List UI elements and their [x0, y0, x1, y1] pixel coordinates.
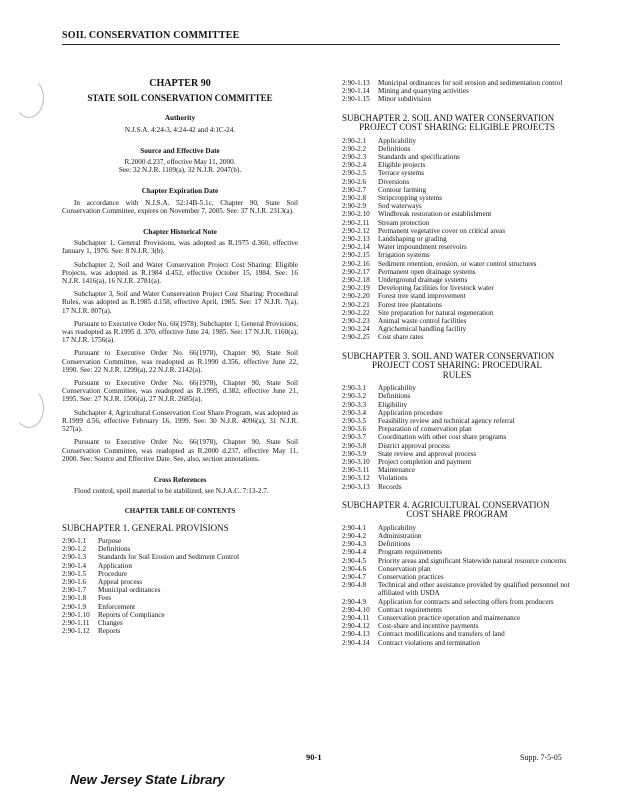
- section-title: Contract modifications and transfers of land: [378, 630, 505, 639]
- section-number: 2:90-1.10: [62, 610, 90, 619]
- toc-entry: [342, 292, 572, 300]
- section-number: 2:90-4.7: [342, 573, 367, 582]
- toc-entry: [342, 639, 572, 647]
- running-header: SOIL CONSERVATION COMMITTEE: [62, 30, 240, 41]
- toc-entry: [342, 433, 572, 441]
- section-title: Site preparation for natural regeneration: [378, 308, 494, 317]
- history-paragraph: Subchapter 4, Agricultural Conservation Cost Share Program, was adopted as R.1999 d.56, effective February 16, 1999. See: 30 N.J.R. 4096(a), 31 N.J.R. 527(a).: [62, 408, 298, 434]
- section-title: Windbreak restoration or establishment: [378, 210, 492, 219]
- section-title: Definitions: [378, 540, 411, 549]
- section-number: 2:90-1.6: [62, 578, 87, 587]
- section-title: Priority areas and significant Statewide natural resource concerns: [378, 556, 567, 565]
- section-title: Conservation plan: [378, 564, 431, 573]
- authority-text: N.J.S.A. 4:24-3, 4:24-42 and 4:1C-24.: [124, 125, 236, 134]
- subchapter-3-heading: [342, 352, 572, 381]
- section-number: 2:90-2.7: [342, 185, 367, 194]
- section-title: Application: [98, 561, 132, 570]
- toc-entry: [342, 87, 572, 95]
- section-title: Sediment retention, erosion, or water control structures: [378, 259, 537, 268]
- section-number: 2:90-4.2: [342, 532, 367, 541]
- toc-entry: [342, 194, 572, 202]
- toc-entry: [342, 243, 572, 251]
- toc-entry: [342, 573, 572, 581]
- toc-entry: [62, 553, 298, 561]
- section-number: 2:90-2.11: [342, 218, 370, 227]
- section-number: 2:90-2.18: [342, 276, 370, 285]
- toc-title: CHAPTER TABLE OF CONTENTS: [124, 507, 236, 516]
- section-title: Developing facilities for livestock water: [378, 284, 494, 293]
- section-title: Animal waste control facilities: [378, 317, 467, 326]
- toc-entry: [342, 210, 572, 218]
- section-number: 2:90-2.20: [342, 292, 370, 301]
- section-number: 2:90-3.5: [342, 417, 367, 425]
- section-title: Standards for Soil Erosion and Sediment Control: [98, 553, 239, 562]
- section-title: Maintenance: [378, 466, 416, 475]
- toc-entry: [342, 466, 572, 474]
- toc-entry: [342, 483, 572, 491]
- subchapter-4-list: [342, 524, 572, 647]
- section-title: Forest tree stand improvement: [378, 292, 466, 301]
- section-number: 2:90-3.11: [342, 466, 370, 475]
- section-number: 2:90-1.7: [62, 586, 87, 595]
- section-title: Contract requirements: [378, 605, 443, 614]
- source-heading: Source and Effective Date: [140, 146, 220, 155]
- section-number: 2:90-3.8: [342, 441, 367, 450]
- section-title: Applicability: [378, 136, 416, 145]
- section-title: Municipal ordinances: [98, 586, 161, 595]
- subchapter-4-heading: [342, 501, 572, 520]
- toc-entry: [342, 630, 572, 638]
- source-text: R.2000 d.237, effective May 11, 2000. See: 32 N.J.R. 1109(a), 32 N.J.R. 2047(b).: [118, 158, 242, 175]
- section-title: Project completion and payment: [378, 458, 472, 467]
- toc-entry: [342, 268, 572, 276]
- section-title: Program requirements: [378, 548, 443, 557]
- toc-entry: [342, 317, 572, 325]
- section-number: 2:90-1.13: [342, 79, 370, 87]
- toc-entry: [342, 301, 572, 309]
- section-title: Applicability: [378, 384, 416, 393]
- toc-entry: [62, 594, 298, 602]
- section-number: 2:90-2.3: [342, 153, 367, 162]
- toc-entry: [62, 619, 298, 627]
- section-number: 2:90-3.4: [342, 408, 367, 417]
- toc-entry: [342, 169, 572, 177]
- subchapter-1-list-continued: [342, 79, 572, 104]
- section-number: 2:90-4.6: [342, 564, 367, 573]
- section-number: 2:90-1.14: [342, 87, 370, 96]
- toc-entry: [62, 627, 298, 635]
- toc-entry: [342, 557, 572, 565]
- section-number: 2:90-1.12: [62, 627, 90, 636]
- punch-hole-mark: [14, 388, 44, 428]
- section-number: 2:90-2.21: [342, 300, 370, 309]
- section-title: Eligible projects: [378, 161, 426, 170]
- section-title: Reports: [98, 627, 121, 636]
- section-title: Eligibility: [378, 400, 408, 409]
- section-title: Definitions: [98, 545, 131, 554]
- section-title: Coordination with other cost share programs: [378, 433, 507, 442]
- section-number: 2:90-1.8: [62, 594, 87, 603]
- section-title: Permanent vegetative cover on critical areas: [378, 226, 506, 235]
- toc-entry: [342, 161, 572, 169]
- toc-entry: [342, 540, 572, 548]
- subchapter-3-heading-line: RULES: [442, 369, 472, 380]
- section-title: Violations: [378, 474, 408, 483]
- section-title: Standards and specifications: [378, 153, 460, 162]
- section-number: 2:90-3.1: [342, 384, 367, 393]
- section-number: 2:90-4.13: [342, 630, 370, 639]
- section-title: Forest tree plantations: [378, 300, 442, 309]
- section-title: Water impoundment reservoirs: [378, 243, 467, 252]
- toc-entry: [342, 145, 572, 153]
- cross-ref-heading: Cross References: [153, 475, 207, 484]
- library-stamp: New Jersey State Library: [70, 772, 225, 787]
- subchapter-3-heading-line: PROJECT COST SHARING: PROCEDURAL: [372, 360, 542, 371]
- history-paragraph: Pursuant to Executive Order No. 66(1978), Subchapter 1, General Provisions, was readopted as R.1995 d. 370, effective June 24, 1985. See: 17 N.J.R. 1160(a), 17 N.J.R. 1756(a).: [62, 319, 298, 345]
- history-paragraph: Subchapter 3, Soil and Water Conservation Project Cost Sharing: Procedural Rules, was adopted as R.1985 d.158, effective April, 1985. See: 17 N.J.R. 7(a), 17 N.J.R. 807(a).: [62, 290, 298, 315]
- section-title: Applicability: [378, 523, 416, 532]
- section-number: 2:90-1.4: [62, 561, 87, 570]
- history-paragraph: Subchapter 1, General Provisions, was adopted as R.1975 d.360, effective January 1, 1976. See: 8 N.J.R. 3(b).: [62, 239, 298, 256]
- section-number: 2:90-3.6: [342, 425, 367, 434]
- section-number: 2:90-2.16: [342, 259, 370, 268]
- history-paragraph: Pursuant to Executive Order No. 66(1978), Chapter 90, State Soil Conservation Committee, was readopted as R.1995, d.382, effective June 21, 1995. See: 27 N.J.R. 1506(a), 27 N.J.R. 2685(a).: [62, 379, 298, 404]
- left-column: [62, 80, 298, 635]
- history-paragraph: Pursuant to Executive Order No. 66(1978), Chapter 90, State Soil Conservation Committee, was readopted as R.1990 d.356, effective June 22, 1990. See: 22 N.J.R. 1299(a), 22 N.J.R. 2142(a).: [62, 349, 298, 374]
- toc-entry: [342, 309, 572, 317]
- section-number: 2:90-1.2: [62, 545, 87, 554]
- section-number: 2:90-2.15: [342, 251, 370, 260]
- section-number: 2:90-1.5: [62, 569, 87, 578]
- toc-entry: [342, 333, 572, 341]
- toc-entry: [342, 178, 572, 186]
- section-number: 2:90-2.2: [342, 144, 367, 153]
- toc-entry: [342, 325, 572, 333]
- chapter-number: CHAPTER 90: [149, 78, 211, 89]
- toc-entry: [62, 578, 298, 586]
- section-number: 2:90-3.10: [342, 458, 370, 467]
- toc-entry: [62, 562, 298, 570]
- history-heading: Chapter Historical Note: [143, 228, 217, 237]
- toc-entry: [342, 450, 572, 458]
- toc-entry: [62, 537, 298, 545]
- section-number: 2:90-4.12: [342, 622, 370, 631]
- section-number: 2:90-2.14: [342, 243, 370, 252]
- section-title: Stream protection: [378, 218, 430, 227]
- toc-entry: [342, 442, 572, 450]
- toc-entry: [62, 545, 298, 553]
- section-number: 2:90-4.11: [342, 614, 370, 623]
- toc-entry: [342, 417, 572, 425]
- section-number: 2:90-4.8: [342, 581, 367, 590]
- section-title: State review and approval process: [378, 449, 477, 458]
- subchapter-1-list: [62, 537, 298, 635]
- toc-entry: [342, 401, 572, 409]
- toc-entry: [342, 95, 572, 103]
- subchapter-2-heading: [342, 114, 572, 133]
- subchapter-1-heading: SUBCHAPTER 1. GENERAL PROVISIONS: [62, 522, 229, 533]
- chapter-title: STATE SOIL CONSERVATION COMMITTEE: [87, 93, 273, 104]
- section-number: 2:90-2.8: [342, 194, 367, 203]
- section-number: 2:90-2.17: [342, 267, 370, 276]
- section-number: 2:90-3.12: [342, 474, 370, 483]
- section-number: 2:90-2.13: [342, 235, 370, 244]
- toc-entry: [342, 79, 572, 87]
- section-number: 2:90-2.22: [342, 308, 370, 317]
- subchapter-4-heading-line: SUBCHAPTER 4. AGRICULTURAL CONSERVATION: [342, 499, 550, 510]
- right-column: [342, 79, 572, 647]
- section-title: Cost share rates: [378, 333, 424, 342]
- toc-entry: [342, 606, 572, 614]
- toc-entry: [342, 425, 572, 433]
- section-number: 2:90-2.9: [342, 202, 367, 211]
- section-title: Application procedure: [378, 408, 443, 417]
- section-title: Appeal process: [98, 578, 143, 587]
- section-title: Sod waterways: [378, 202, 422, 211]
- toc-entry: [342, 614, 572, 622]
- toc-entry: [342, 392, 572, 400]
- toc-entry: [342, 284, 572, 292]
- section-number: 2:90-3.13: [342, 482, 370, 491]
- section-number: 2:90-3.2: [342, 392, 367, 401]
- toc-entry: [342, 153, 572, 161]
- section-title: Terrace systems: [378, 169, 424, 178]
- toc-entry: [342, 474, 572, 482]
- section-number: 2:90-1.1: [62, 537, 87, 546]
- subchapter-2-heading-line: SUBCHAPTER 2. SOIL AND WATER CONSERVATION: [342, 112, 555, 123]
- toc-entry: [342, 251, 572, 259]
- section-number: 2:90-2.1: [342, 136, 367, 145]
- section-title: Technical and other assistance provided by qualified personnel not affiliated with USDA: [378, 581, 570, 598]
- toc-entry: [342, 458, 572, 466]
- section-number: 2:90-2.19: [342, 284, 370, 293]
- section-number: 2:90-1.15: [342, 95, 370, 104]
- section-title: Application for contracts and selecting offers from producers: [378, 597, 554, 606]
- history-notes: [62, 239, 298, 463]
- toc-entry: [342, 384, 572, 392]
- expiration-text: In accordance with N.J.S.A. 52:14B-5.1c, Chapter 90, State Soil Conservation Committee, expires on November 7, 2005. See: 37 N.J.R. 2313(a).: [62, 198, 298, 215]
- toc-entry: [342, 524, 572, 532]
- section-number: 2:90-4.4: [342, 548, 367, 557]
- section-title: Cost-share and incentive payments: [378, 622, 479, 631]
- supplement-date: Supp. 7-5-05: [520, 753, 562, 762]
- section-number: 2:90-4.3: [342, 540, 367, 549]
- toc-entry: [342, 532, 572, 540]
- toc-entry: [62, 603, 298, 611]
- subchapter-3-heading-line: SUBCHAPTER 3. SOIL AND WATER CONSERVATION: [342, 350, 555, 361]
- punch-hole-mark: [14, 78, 44, 118]
- section-title: Diversions: [378, 177, 410, 186]
- toc-entry: [342, 219, 572, 227]
- section-title: Minor subdivision: [378, 95, 431, 104]
- section-number: 2:90-2.25: [342, 333, 370, 342]
- section-title: Changes: [98, 619, 123, 628]
- toc-entry: [342, 227, 572, 235]
- subchapter-4-heading-line: COST SHARE PROGRAM: [406, 509, 508, 520]
- header-rule: [62, 44, 560, 45]
- section-title: Underground drainage systems: [378, 276, 468, 285]
- section-number: 2:90-2.6: [342, 177, 367, 186]
- expiration-heading: Chapter Expiration Date: [141, 187, 219, 196]
- section-number: 2:90-4.10: [342, 605, 370, 614]
- toc-entry: [342, 548, 572, 556]
- section-title: District approval process: [378, 441, 450, 450]
- toc-entry: [342, 409, 572, 417]
- section-title: Reports of Compliance: [98, 610, 165, 619]
- section-number: 2:90-2.23: [342, 317, 370, 326]
- section-title: Records: [378, 482, 402, 491]
- section-number: 2:90-4.9: [342, 597, 367, 606]
- toc-entry: [62, 611, 298, 619]
- history-paragraph: Pursuant to Executive Order No. 66(1978), Chapter 90, State Soil Conservation Committee, was readopted as R.2000 d.237, effective May 11, 2000. See: Source and Effective Date. See, also, section annotations.: [62, 438, 298, 463]
- toc-entry: [342, 622, 572, 630]
- section-number: 2:90-1.3: [62, 553, 87, 562]
- section-number: 2:90-2.10: [342, 210, 370, 219]
- section-title: Irrigation systems: [378, 251, 430, 260]
- section-title: Contract violations and termination: [378, 638, 481, 647]
- toc-entry: [342, 260, 572, 268]
- page-number: 90-1: [306, 752, 322, 762]
- toc-entry: [342, 235, 572, 243]
- section-title: Enforcement: [98, 602, 136, 611]
- toc-entry: [342, 581, 572, 597]
- section-title: Landshaping or grading: [378, 235, 447, 244]
- section-title: Fees: [98, 594, 112, 603]
- section-title: Definitions: [378, 144, 411, 153]
- section-number: 2:90-1.9: [62, 602, 87, 611]
- authority-heading: Authority: [164, 114, 196, 123]
- section-title: Stripcropping systems: [378, 194, 443, 203]
- section-title: Preparation of conservation plan: [378, 425, 472, 434]
- toc-entry: [342, 276, 572, 284]
- section-number: 2:90-4.1: [342, 523, 367, 532]
- section-title: Contour farming: [378, 185, 427, 194]
- section-number: 2:90-3.7: [342, 433, 367, 442]
- subchapter-2-heading-line: PROJECT COST SHARING: ELIGIBLE PROJECTS: [359, 122, 555, 133]
- section-title: Feasibility review and technical agency referral: [378, 417, 515, 425]
- section-title: Agrichemical handling facility: [378, 325, 467, 334]
- section-number: 2:90-2.12: [342, 226, 370, 235]
- section-number: 2:90-2.4: [342, 161, 367, 170]
- section-title: Permanent open drainage systems: [378, 267, 476, 276]
- history-paragraph: Subchapter 2, Soil and Water Conservation Project Cost Sharing: Eligible Projects, was adopted as R.1984 d.452, effective October 15, 1984. See: 16 N.J.R. 1416(a), 16 N.J.R. 2781(a).: [62, 260, 298, 286]
- section-number: 2:90-1.11: [62, 619, 90, 628]
- toc-entry: [342, 202, 572, 210]
- toc-entry: [342, 186, 572, 194]
- section-number: 2:90-4.14: [342, 638, 370, 647]
- section-number: 2:90-3.9: [342, 449, 367, 458]
- section-title: Definitions: [378, 392, 411, 401]
- section-title: Administration: [378, 532, 422, 541]
- section-number: 2:90-2.5: [342, 169, 367, 178]
- section-title: Procedure: [98, 569, 128, 578]
- section-title: Conservation practice operation and maintenance: [378, 614, 521, 623]
- subchapter-2-list: [342, 137, 572, 342]
- section-number: 2:90-3.3: [342, 400, 367, 409]
- toc-entry: [342, 137, 572, 145]
- section-title: Purpose: [98, 537, 122, 546]
- toc-entry: [342, 565, 572, 573]
- toc-entry: [342, 598, 572, 606]
- section-title: Mining and quarrying activities: [378, 87, 469, 96]
- section-number: 2:90-2.24: [342, 325, 370, 334]
- section-number: 2:90-4.5: [342, 556, 367, 565]
- section-title: Municipal ordinances for soil erosion and sedimentation control: [378, 79, 563, 87]
- toc-entry: [62, 570, 298, 578]
- cross-ref-text: Flood control, spoil material to be stabilized, see N.J.A.C. 7:13-2.7.: [74, 487, 269, 496]
- section-title: Conservation practices: [378, 573, 444, 582]
- toc-entry: [62, 586, 298, 594]
- subchapter-3-list: [342, 384, 572, 491]
